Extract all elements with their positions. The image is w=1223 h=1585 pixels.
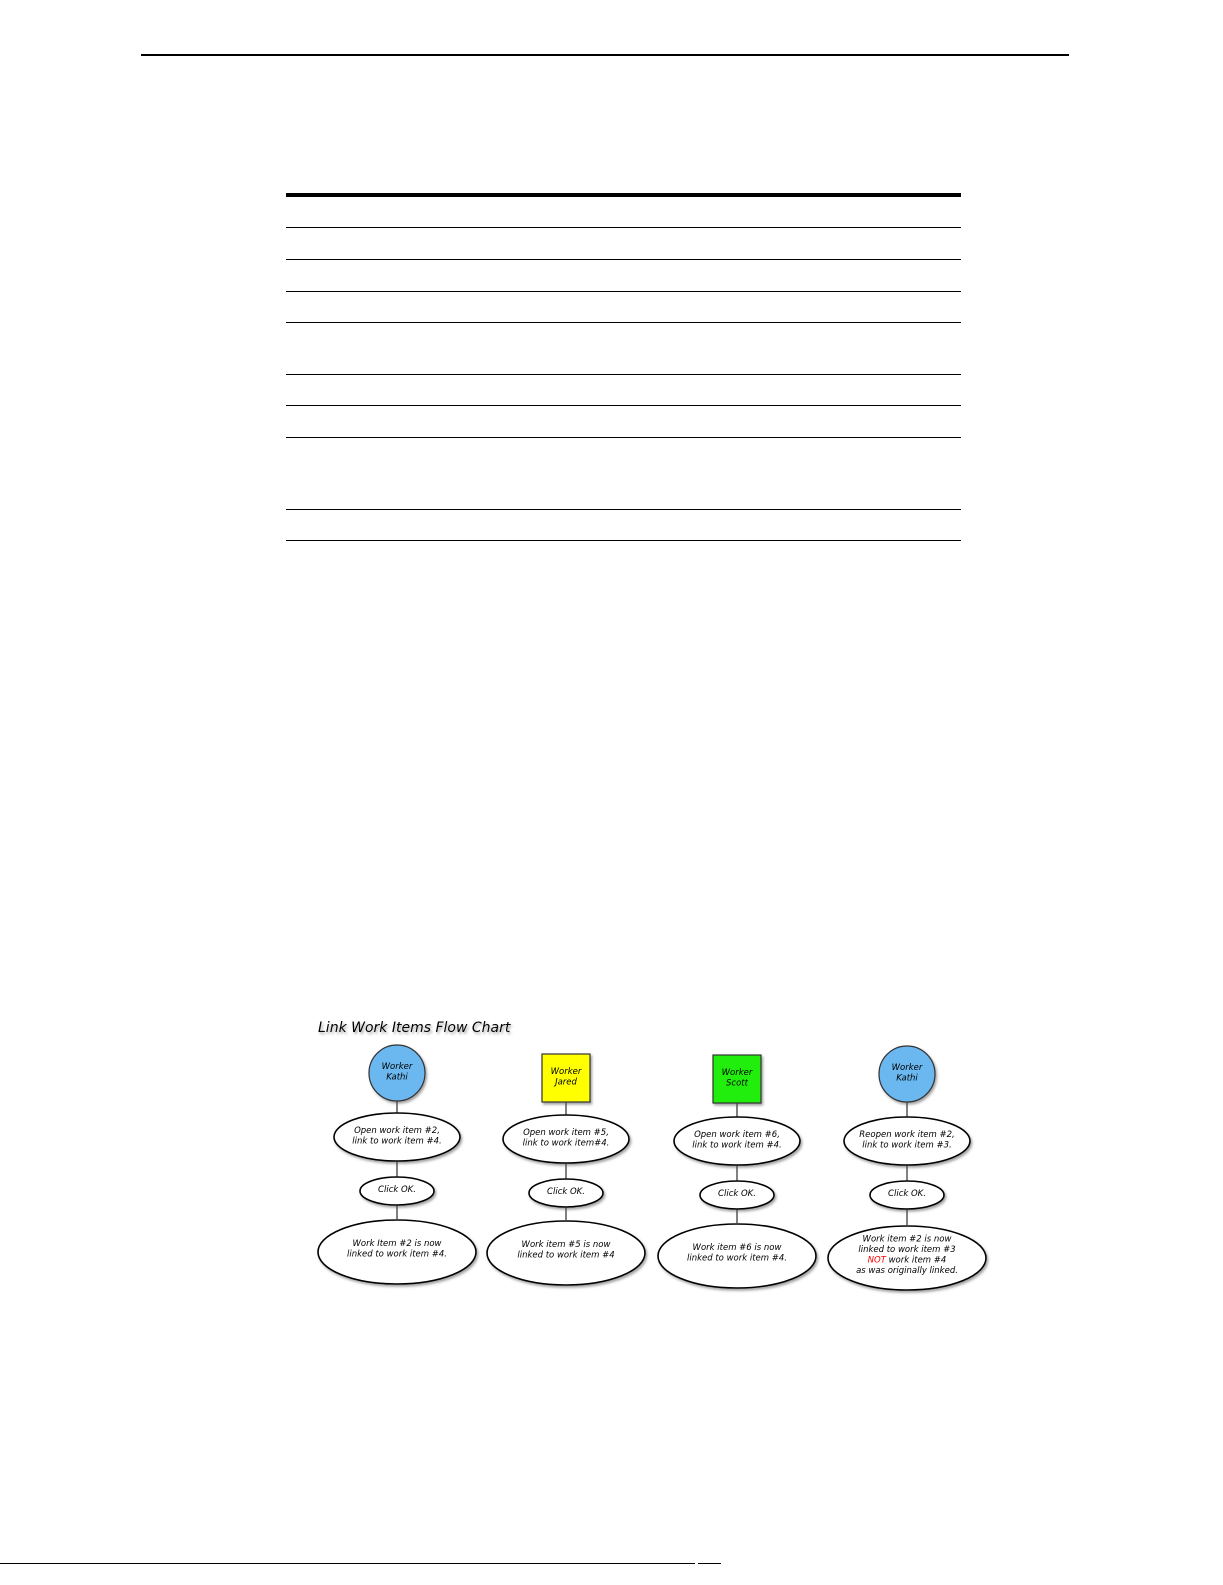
text-line: linked to work item #4. — [686, 1253, 788, 1264]
text-line: Worker — [381, 1061, 413, 1072]
step-open-link-text — [523, 1128, 610, 1149]
text-line: Open work item #6, — [694, 1129, 780, 1140]
text-line: Work Item #2 is now — [352, 1238, 442, 1249]
text-line: Work item #5 is now — [521, 1239, 611, 1250]
text-line: Scott — [726, 1078, 748, 1089]
text-line: link to work item #3. — [862, 1140, 952, 1151]
step-click-ok-text — [547, 1187, 585, 1197]
text-line: Click OK. — [547, 1187, 585, 1197]
text-line: linked to work item #4. — [346, 1249, 448, 1260]
result-text — [347, 1239, 447, 1260]
text-line: Worker — [721, 1067, 753, 1078]
text-line: Kathi — [386, 1072, 408, 1083]
text-line: linked to work item #3 — [858, 1244, 956, 1255]
text-line: Work item #6 is now — [692, 1242, 782, 1253]
result-text — [517, 1240, 614, 1261]
step-open-link-text — [692, 1130, 781, 1151]
text-line: Click OK. — [378, 1185, 416, 1195]
text-line: link to work item #4. — [692, 1140, 782, 1151]
text-line: Open work item #2, — [354, 1125, 440, 1136]
step-click-ok-text — [718, 1189, 756, 1199]
text-line: Worker — [891, 1062, 923, 1073]
flow-column — [658, 1055, 816, 1288]
text-line: Click OK. — [718, 1189, 756, 1199]
flow-column — [318, 1045, 476, 1284]
step-open-link-text — [859, 1130, 954, 1151]
text-line: link to work item#4. — [522, 1138, 610, 1149]
text-line: Reopen work item #2, — [859, 1129, 955, 1140]
text-line: as was originally linked. — [856, 1265, 958, 1276]
result-text — [687, 1243, 787, 1264]
flow-chart-title: Link Work Items Flow Chart — [318, 1020, 511, 1036]
text-line: Jared — [555, 1077, 577, 1088]
step-open-link-text — [352, 1126, 441, 1147]
flow-column — [828, 1046, 986, 1290]
text-line: Open work item #5, — [523, 1127, 609, 1138]
text-line: work item #4 — [885, 1255, 947, 1266]
text-line: Work item #2 is now — [862, 1234, 952, 1245]
text-line: NOT — [867, 1255, 886, 1266]
result-text — [856, 1234, 958, 1276]
flow-column — [487, 1054, 645, 1285]
text-line: Worker — [550, 1066, 582, 1077]
text-line: Kathi — [896, 1073, 918, 1084]
text-line: Click OK. — [888, 1189, 926, 1199]
text-line: linked to work item #4 — [517, 1250, 615, 1261]
step-click-ok-text — [378, 1185, 416, 1195]
text-line: link to work item #4. — [352, 1136, 442, 1147]
step-click-ok-text — [888, 1189, 926, 1199]
